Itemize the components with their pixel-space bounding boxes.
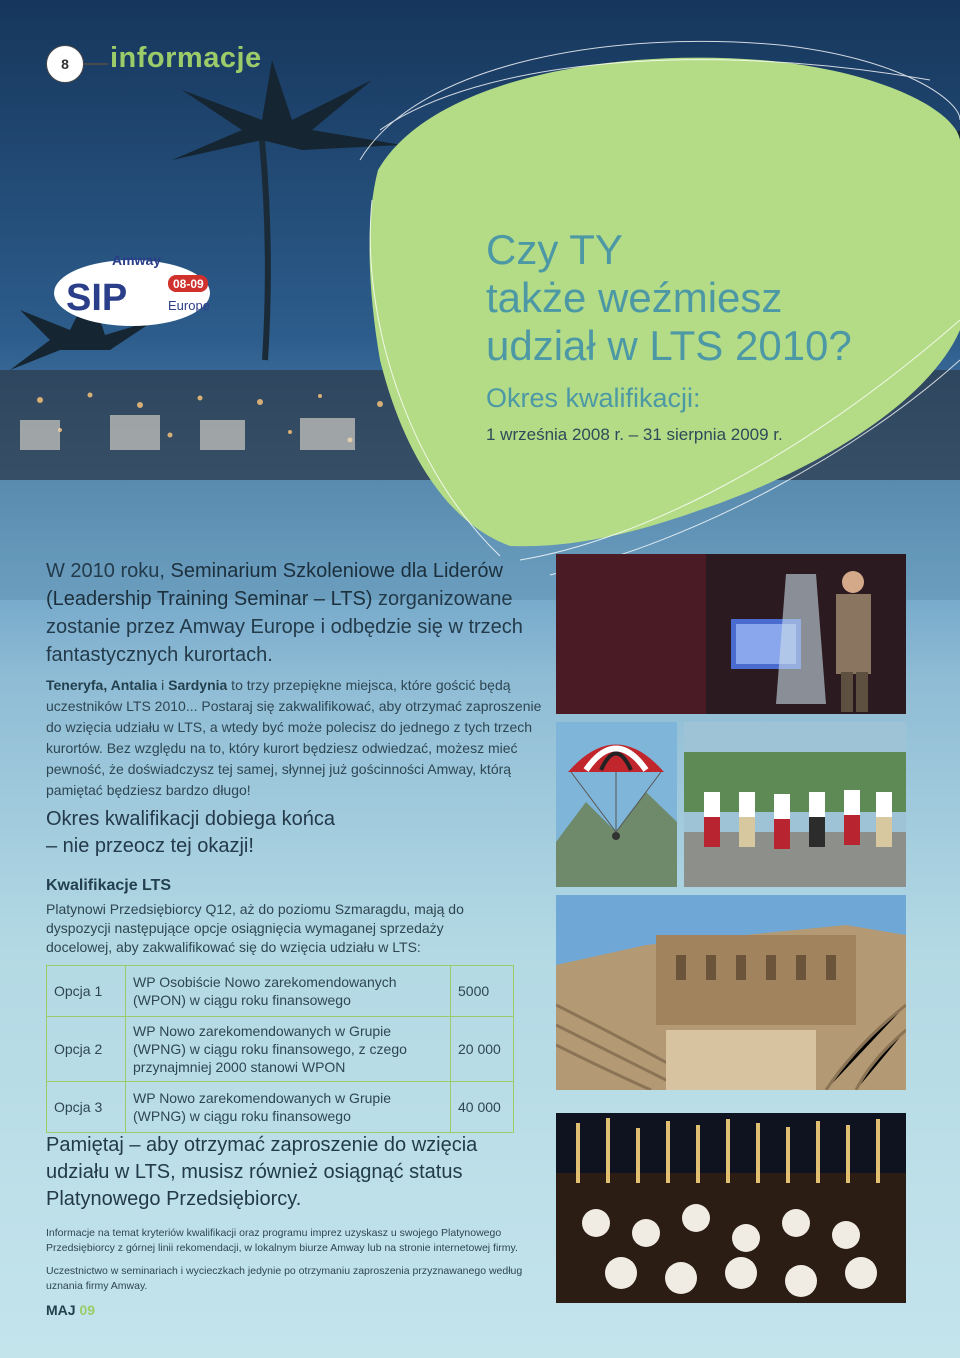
intro-emphasis: Seminarium Szkoleniowe dla Liderów (Leadership Training Seminar – LTS)	[46, 560, 503, 610]
headline-question	[486, 226, 852, 370]
option-description: WP Osobiście Nowo zarekomendowanych (WPON) w ciągu roku finansowego	[126, 966, 451, 1017]
issue-year: 09	[79, 1302, 96, 1318]
photo-folk-dancers	[684, 722, 906, 887]
resorts-bold-2: Sardynia	[168, 677, 228, 693]
resorts-paragraph	[46, 675, 546, 801]
issue-date	[46, 1302, 95, 1318]
footnote-info: Informacje na temat kryteriów kwalifikacji oraz programu imprez uzyskasz u swojego Platynowego Przedsiębiorcy z górnej linii rekomendacji, w lokalnym biurze Amway lub na stronie internetowej firmy.	[46, 1227, 518, 1254]
resorts-bold-1: Teneryfa, Antalia	[46, 677, 158, 693]
platinum-reminder: Pamiętaj – aby otrzymać zaproszenie do wzięcia udziału w LTS, musisz również osiągnąć status Platynowego Przedsiębiorcy.	[46, 1134, 478, 1210]
photo-amphitheatre	[556, 895, 906, 1090]
qualifications-intro: Platynowi Przedsiębiorcy Q12, aż do poziomu Szmaragdu, mają do dyspozycji następujące opcje osiągnięcia wymaganej sprzedaży docelowej, aby zakwalifikować się do wzięcia udziału w LTS:	[46, 901, 464, 955]
resorts-text-2: to trzy przepiękne miejsca, które gościć będą uczestników LTS 2010... Postaraj się zakwalifikować, aby otrzymać zaproszenie do wzięcia udziału w LTS, a wtedy być może polecisz do jednego z tych trzech kurortów. Bez względu na to, który kurort będziesz odwiedzać, możesz mieć pewność, że doświadczysz tej samej, słynnej już gościnności Amway, którą pamiętać będziesz bardzo długo!	[46, 677, 542, 798]
section-title: informacje	[110, 42, 262, 74]
option-value: 5000	[451, 966, 514, 1017]
intro-paragraph	[46, 557, 526, 669]
qualification-options-table	[46, 965, 514, 1133]
header-divider	[84, 63, 108, 65]
footnote-invitation: Uczestnictwo w seminariach i wycieczkach jedynie po otrzymaniu zaproszenia przyznawanego według uznania firmy Amway.	[46, 1265, 523, 1292]
table-row	[47, 1082, 514, 1133]
period-label: Okres kwalifikacji:	[486, 383, 701, 413]
headline-line-3: udział w LTS 2010?	[486, 322, 852, 369]
option-description: WP Nowo zarekomendowanych w Grupie (WPNG) w ciągu roku finansowego, z czego przynajmniej 2000 stanowi WPON	[126, 1017, 451, 1082]
headline-line-2: także weźmiesz	[486, 274, 783, 321]
option-label: Opcja 3	[47, 1082, 126, 1133]
resorts-text-1: i	[157, 677, 169, 693]
option-value: 20 000	[451, 1017, 514, 1082]
page-number: 8	[46, 45, 84, 83]
intro-text-1: W 2010 roku,	[46, 560, 171, 582]
svg-text:SIP: SIP	[66, 277, 128, 319]
photo-parasailing	[556, 722, 677, 887]
photo-night-fountains	[556, 1113, 906, 1303]
photo-speaker-podium	[556, 554, 906, 714]
qualifications-heading: Kwalifikacje LTS	[46, 877, 172, 894]
svg-text:08-09: 08-09	[173, 277, 204, 291]
table-row	[47, 1017, 514, 1082]
intro-text-2: zorganizowane zostanie przez Amway Europe i odbędzie się w trzech fantastycznych kurortach.	[46, 588, 523, 666]
option-label: Opcja 1	[47, 966, 126, 1017]
issue-month: MAJ	[46, 1302, 76, 1318]
deadline-highlight	[46, 806, 546, 860]
amway-sip-logo	[52, 248, 212, 328]
deadline-line-1: Okres kwalifikacji dobiega końca	[46, 808, 336, 830]
deadline-line-2: – nie przeocz tej okazji!	[46, 835, 254, 857]
period-dates: 1 września 2008 r. – 31 sierpnia 2009 r.	[486, 425, 783, 444]
table-row	[47, 966, 514, 1017]
option-value: 40 000	[451, 1082, 514, 1133]
option-label: Opcja 2	[47, 1017, 126, 1082]
headline-line-1: Czy TY	[486, 226, 623, 273]
option-description: WP Nowo zarekomendowanych w Grupie (WPNG) w ciągu roku finansowego	[126, 1082, 451, 1133]
svg-text:Amway: Amway	[112, 252, 162, 268]
svg-text:Europe: Europe	[168, 298, 210, 313]
